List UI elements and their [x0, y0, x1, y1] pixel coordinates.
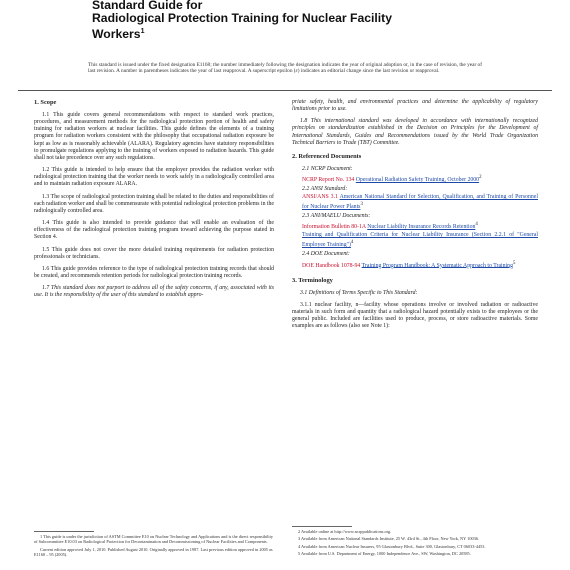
left-footnotes — [34, 534, 274, 560]
ref-ansi-3-1 — [302, 194, 538, 211]
ref-footnote-mark: 4 — [350, 240, 354, 246]
ref-title-link[interactable]: Nuclear Liability Insurance Records Retention — [367, 224, 476, 231]
ref-code: DOE Handbook 1078-94 — [302, 262, 361, 269]
header-divider — [18, 90, 552, 91]
title-line-1: Standard Guide for — [92, 0, 203, 12]
ref-code: Information Bulletin 80-1A — [302, 224, 366, 231]
ref-title-link[interactable]: Operational Radiation Safety Training, October 2000 — [355, 176, 480, 183]
right-column — [292, 99, 538, 335]
section-heading-terminology: 3. Terminology — [292, 276, 333, 284]
ref-ani-training — [302, 232, 538, 249]
scope-para-1-7-cont: priate safety, health, and environmental practices and determine the applicability of regulatory limitations prior to use. — [292, 99, 538, 113]
ref-group-doe-label: 2.4 DOE Document: — [302, 251, 350, 258]
right-footnote-divider — [292, 526, 352, 527]
title-line-3 — [92, 25, 492, 41]
footnote-1: 1 This guide is under the jurisdiction of ASTM Committee E10 on Nuclear Technology and Applications and is the direct responsibility of Subcommittee E10.03 on Radiological Protection for Decontamination and Decommissioning of Nuclear Facilities and Components. — [34, 534, 273, 545]
footnote-4: 4 Available from American Nuclear Insurers, 95 Glastonbury Blvd., Suite 300, Glastonbury, CT 06033-4453. — [298, 543, 486, 549]
title-line-3-text: Workers — [92, 27, 141, 42]
left-footnote-divider — [34, 531, 94, 532]
scope-para-1-4: 1.4 This guide is also intended to provide guidance that will enable an evaluation of the effectiveness of the radiological protection training program toward achieving the purpose stated in Section 4. — [34, 220, 274, 241]
scope-para-1-7: 1.7 This standard does not purport to address all of the safety concerns, if any, associated with its use. It is the responsibility of the user of this standard to establish appro- — [34, 285, 274, 299]
section-heading-referenced-documents: 2. Referenced Documents — [292, 152, 362, 160]
scope-para-1-3: 1.3 The scope of radiological protection training shall be related to the duties and responsibilities of each radiation worker and shall be commensurate with potential radiological protection problems in the radiologically controlled area. — [34, 193, 275, 214]
title-footnote-mark: 1 — [140, 28, 145, 35]
scope-para-1-2: 1.2 This guide is intended to help ensure that the employer provides the radiation worker with radiological protection training that the worker needs to work safely in a radiologically controlled area and to maintain radiation exposure ALARA. — [34, 167, 274, 188]
ref-group-ansi-label: 2.2 ANSI Standard: — [302, 186, 348, 193]
footnote-3: 3 Available from American National Standards Institute, 25 W. 43rd St., 4th Floor, New York, NY 10036. — [298, 536, 479, 542]
ref-footnote-mark: 3 — [360, 202, 363, 208]
ref-code: NCRP Report No. 134 — [302, 176, 355, 183]
title-line-2: Radiological Protection Training for Nuclear Facility — [92, 11, 393, 25]
ref-code: ANSI/ANS 3.1 — [302, 194, 338, 201]
ref-footnote-mark: 4 — [475, 222, 478, 228]
scope-para-1-1: 1.1 This guide covers general recommendations with respect to standard work practices, procedures, and measurement methods for the radiological protection portion of health and safety training for radiation workers at nuclear facilities. This guide defines the elements of a training program for radiation workers consistent with the philosophy that occupational radiation exposure be kept as low as is reasonably achievable (ALARA). Regulatory agencies have statutory responsibilities to promulgate regulations applying to the training of workers exposed to radiation hazards. This guide shall not take precedence over any such regulations. — [34, 112, 274, 161]
footnote-5: 5 Available from U.S. Department of Energy, 1000 Independence Ave., SW, Washington, DC 20585. — [298, 551, 471, 557]
ref-ncrp-134 — [302, 174, 538, 184]
ref-ani-bulletin — [302, 221, 538, 231]
footnote-1-edition: Current edition approved July 1, 2010. Published August 2010. Originally approved in 1987. Last previous edition approved in 2005 as E1168 – 95 (2005). — [34, 546, 273, 558]
ref-footnote-mark: 2 — [479, 175, 482, 181]
ref-title-link[interactable]: Training Program Handbook: A Systematic Approach to Training — [361, 262, 513, 269]
right-footnotes — [292, 529, 538, 559]
ref-group-ani-label: 2.3 ANI/MAELU Documents: — [302, 213, 371, 220]
document-title — [92, 0, 492, 41]
ref-doe-handbook — [302, 260, 538, 270]
ref-title-link[interactable]: Training and Qualification Criteria for Nuclear Liability Insurance (Section 2.2.1 of "General Employee Training") — [302, 232, 538, 249]
left-column — [34, 99, 274, 304]
scope-para-1-6: 1.6 This guide provides reference to the type of radiological protection training records that should be created, and recommends retention periods for radiological protection training records. — [34, 265, 274, 279]
terminology-para-3-1: 3.1 Definitions of Terms Specific to This Standard: — [300, 289, 418, 296]
section-heading-scope: 1. Scope — [34, 99, 57, 106]
scope-para-1-5: 1.5 This guide does not cover the more detailed training requirements for radiation protection professionals or technicians. — [34, 246, 274, 260]
ref-footnote-mark: 5 — [512, 260, 516, 266]
scope-para-1-8: 1.8 This international standard was developed in accordance with internationally recognized principles on standardization established in the Decision on Principles for the Development of International Standards, Guides and Recommendations issued by the World Trade Organization Technical Barriers to Trade (TBT) Committee. — [292, 118, 538, 146]
designation-note: This standard is issued under the fixed designation E1168; the number immediately following the designation indicates the year of original adoption or, in the case of revision, the year of last revision. A number in parentheses indicates the year of last reapproval. A superscript epsilon (ε) indicates an editorial change since the last revision or reapproval. — [88, 62, 482, 75]
footnote-2: 2 Available online at http://www.ncrppublications.org. — [298, 529, 392, 534]
terminology-para-3-1-1: 3.1.1 nuclear facility, n—facility whose operations involve or involved radiation or radioactive materials in such form and quantity that a radiological hazard potentially exists to the employees or the general public. Included are facilities used to produce, process, or store radioactive materials. Some examples are as follows (also see Note 1): — [292, 301, 538, 330]
ref-group-ncrp-label: 2.1 NCRP Document: — [302, 165, 353, 172]
ref-title-link[interactable]: American National Standard for Selection, Qualification, and Training of Personnel for Nuclear Power Plants — [302, 194, 538, 211]
